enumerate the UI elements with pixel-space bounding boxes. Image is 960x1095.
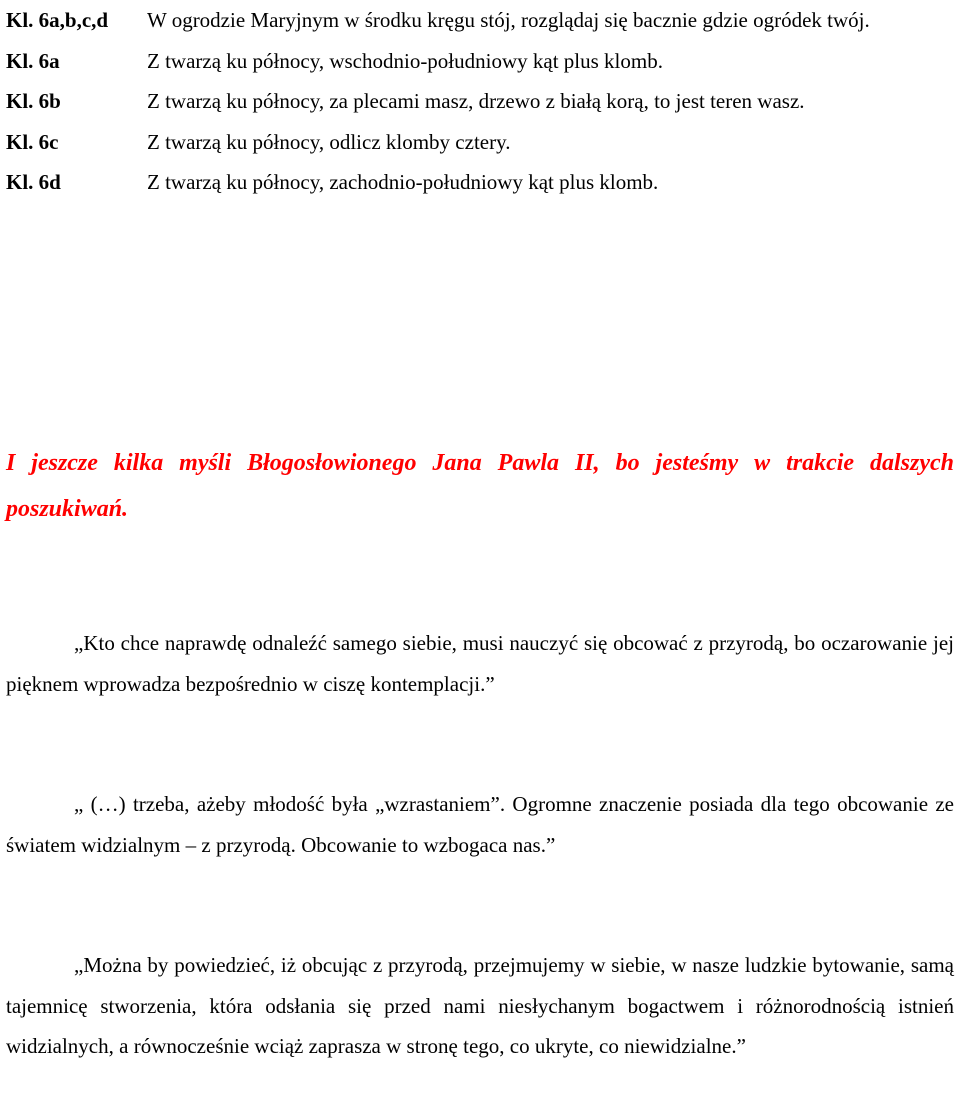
clue-text: Z twarzą ku północy, wschodnio-południowy kąt plus klomb. — [147, 48, 663, 73]
clue-class-label: Kl. 6c — [6, 129, 59, 154]
clue-class-label: Kl. 6a — [6, 48, 60, 73]
clue-row — [6, 81, 954, 122]
clue-text: Z twarzą ku północy, za plecami masz, drzewo z białą korą, to jest teren wasz. — [147, 89, 805, 113]
clue-row — [6, 162, 954, 203]
clue-class-label: Kl. 6d — [6, 170, 61, 194]
clue-text: Z twarzą ku północy, zachodnio-południowy kąt plus klomb. — [147, 170, 659, 194]
clue-text: W ogrodzie Maryjnym w środku kręgu stój, rozglądaj się bacznie gdzie ogródek twój. — [147, 8, 870, 32]
quote-paragraph: „ (…) trzeba, ażeby młodość była „wzrastaniem”. Ogromne znaczenie posiada dla tego obcowanie ze światem widzialnym – z przyrodą. Obcowanie to wzbogaca nas.” — [6, 792, 954, 857]
clue-row — [6, 41, 954, 82]
clue-class-label: Kl. 6a,b,c,d — [6, 8, 109, 32]
clue-row — [6, 122, 954, 163]
class-clues-list — [6, 0, 954, 203]
quote-paragraph: „Można by powiedzieć, iż obcując z przyrodą, przejmujemy w siebie, w nasze ludzkie bytowanie, samą tajemnicę stworzenia, która odsłania się przed nami niesłychanym bogactwem i różnorodnością istnień widzialnych, a równocześnie wciąż zaprasza w stronę tego, co ukryte, co niewidzialne.” — [6, 953, 954, 1058]
clue-class-label: Kl. 6b — [6, 89, 61, 113]
clue-row — [6, 0, 954, 41]
quote-paragraph: „Kto chce naprawdę odnaleźć samego siebie, musi nauczyć się obcować z przyrodą, bo oczarowanie jej pięknem wprowadza bezpośrednio w ciszę kontemplacji.” — [6, 631, 954, 696]
clue-text: Z twarzą ku północy, odlicz klomby cztery. — [147, 129, 511, 154]
section-heading: I jeszcze kilka myśli Błogosłowionego Jana Pawla II, bo jesteśmy w trakcie dalszych poszukiwań. — [6, 450, 954, 522]
